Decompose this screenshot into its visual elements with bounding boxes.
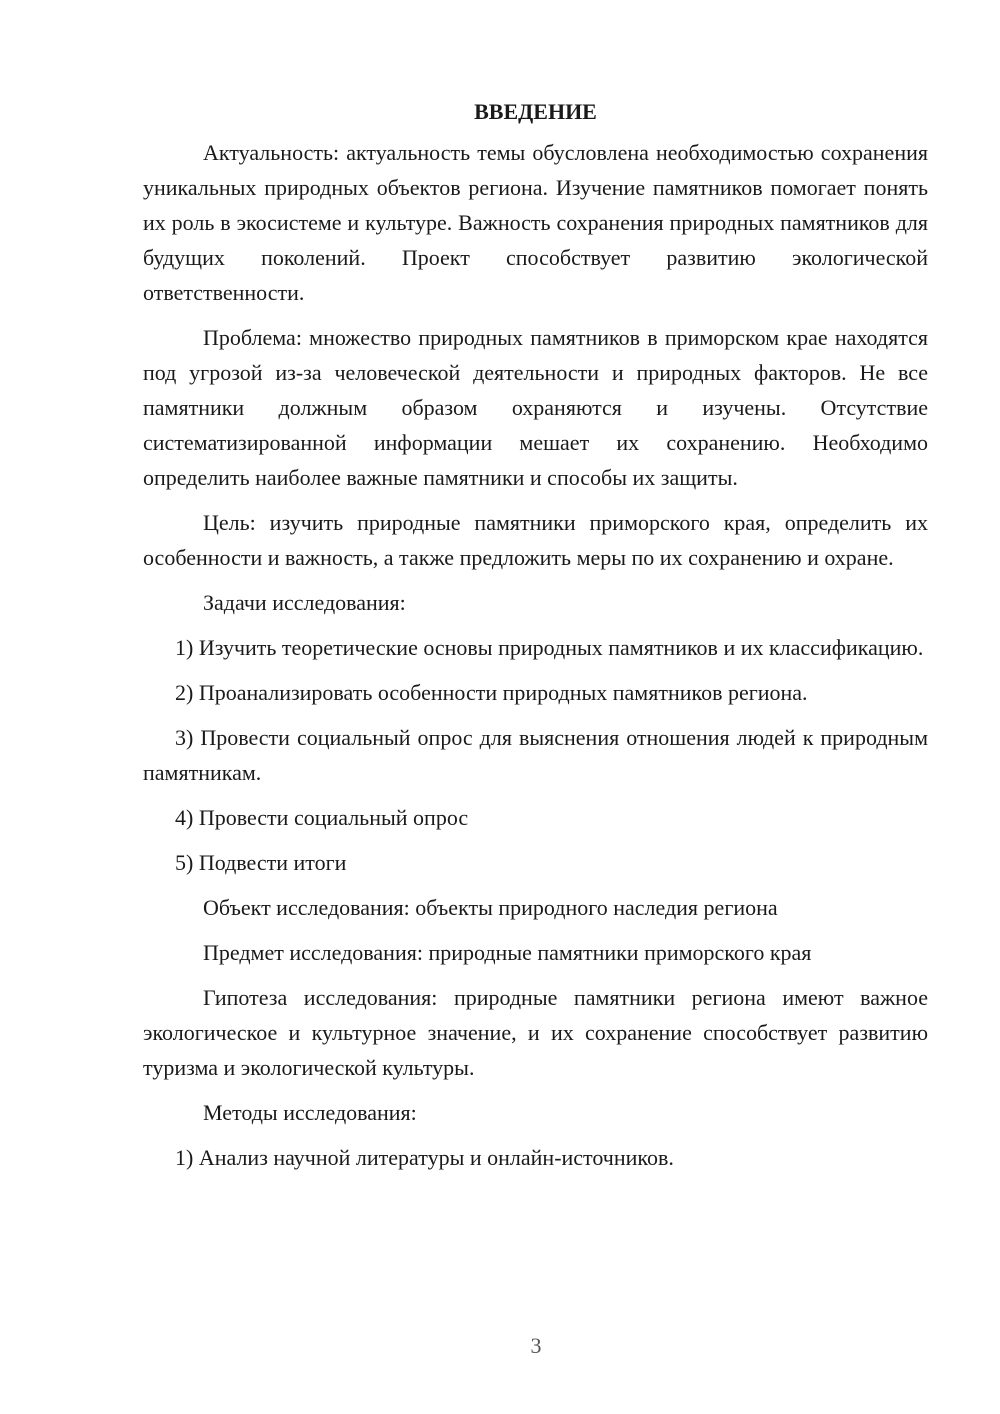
section-title: ВВЕДЕНИЕ xyxy=(474,99,597,124)
task-item-1: 1) Изучить теоретические основы природных памятников и их классификацию. xyxy=(175,635,924,660)
research-subject: Предмет исследования: природные памятники приморского края xyxy=(203,940,812,965)
relevance-paragraph: Актуальность: актуальность темы обусловлена необходимостью сохранения уникальных природных объектов региона. Изучение памятников помогает понять их роль в экосистеме и культуре. Важность сохранения природных памятников для будущих поколений. Проект способствует развитию экологической ответственности. xyxy=(143,140,928,305)
hypothesis-paragraph: Гипотеза исследования: природные памятники региона имеют важное экологическое и культурное значение, и их сохранение способствует развитию туризма и экологической культуры. xyxy=(143,985,928,1080)
goal-paragraph: Цель: изучить природные памятники приморского края, определить их особенности и важность, а также предложить меры по их сохранению и охране. xyxy=(143,510,928,570)
task-item-5: 5) Подвести итоги xyxy=(175,850,347,875)
task-item-4: 4) Провести социальный опрос xyxy=(175,805,469,830)
research-object: Объект исследования: объекты природного наследия региона xyxy=(203,895,778,920)
problem-paragraph: Проблема: множество природных памятников в приморском крае находятся под угрозой из-за человеческой деятельности и природных факторов. Не все памятники должным образом охраняются и изучены. Отсутствие систематизированной информации мешает их сохранению. Необходимо определить наиболее важные памятники и способы их защиты. xyxy=(143,325,928,490)
tasks-heading: Задачи исследования: xyxy=(203,590,406,615)
task-item-2: 2) Проанализировать особенности природных памятников региона. xyxy=(175,680,808,705)
method-item-1: 1) Анализ научной литературы и онлайн-источников. xyxy=(175,1145,674,1170)
task-item-3: 3) Провести социальный опрос для выяснения отношения людей к природным памятникам. xyxy=(143,725,928,785)
methods-heading: Методы исследования: xyxy=(203,1100,417,1125)
page-content xyxy=(143,94,928,1185)
page-number: 3 xyxy=(530,1333,542,1358)
